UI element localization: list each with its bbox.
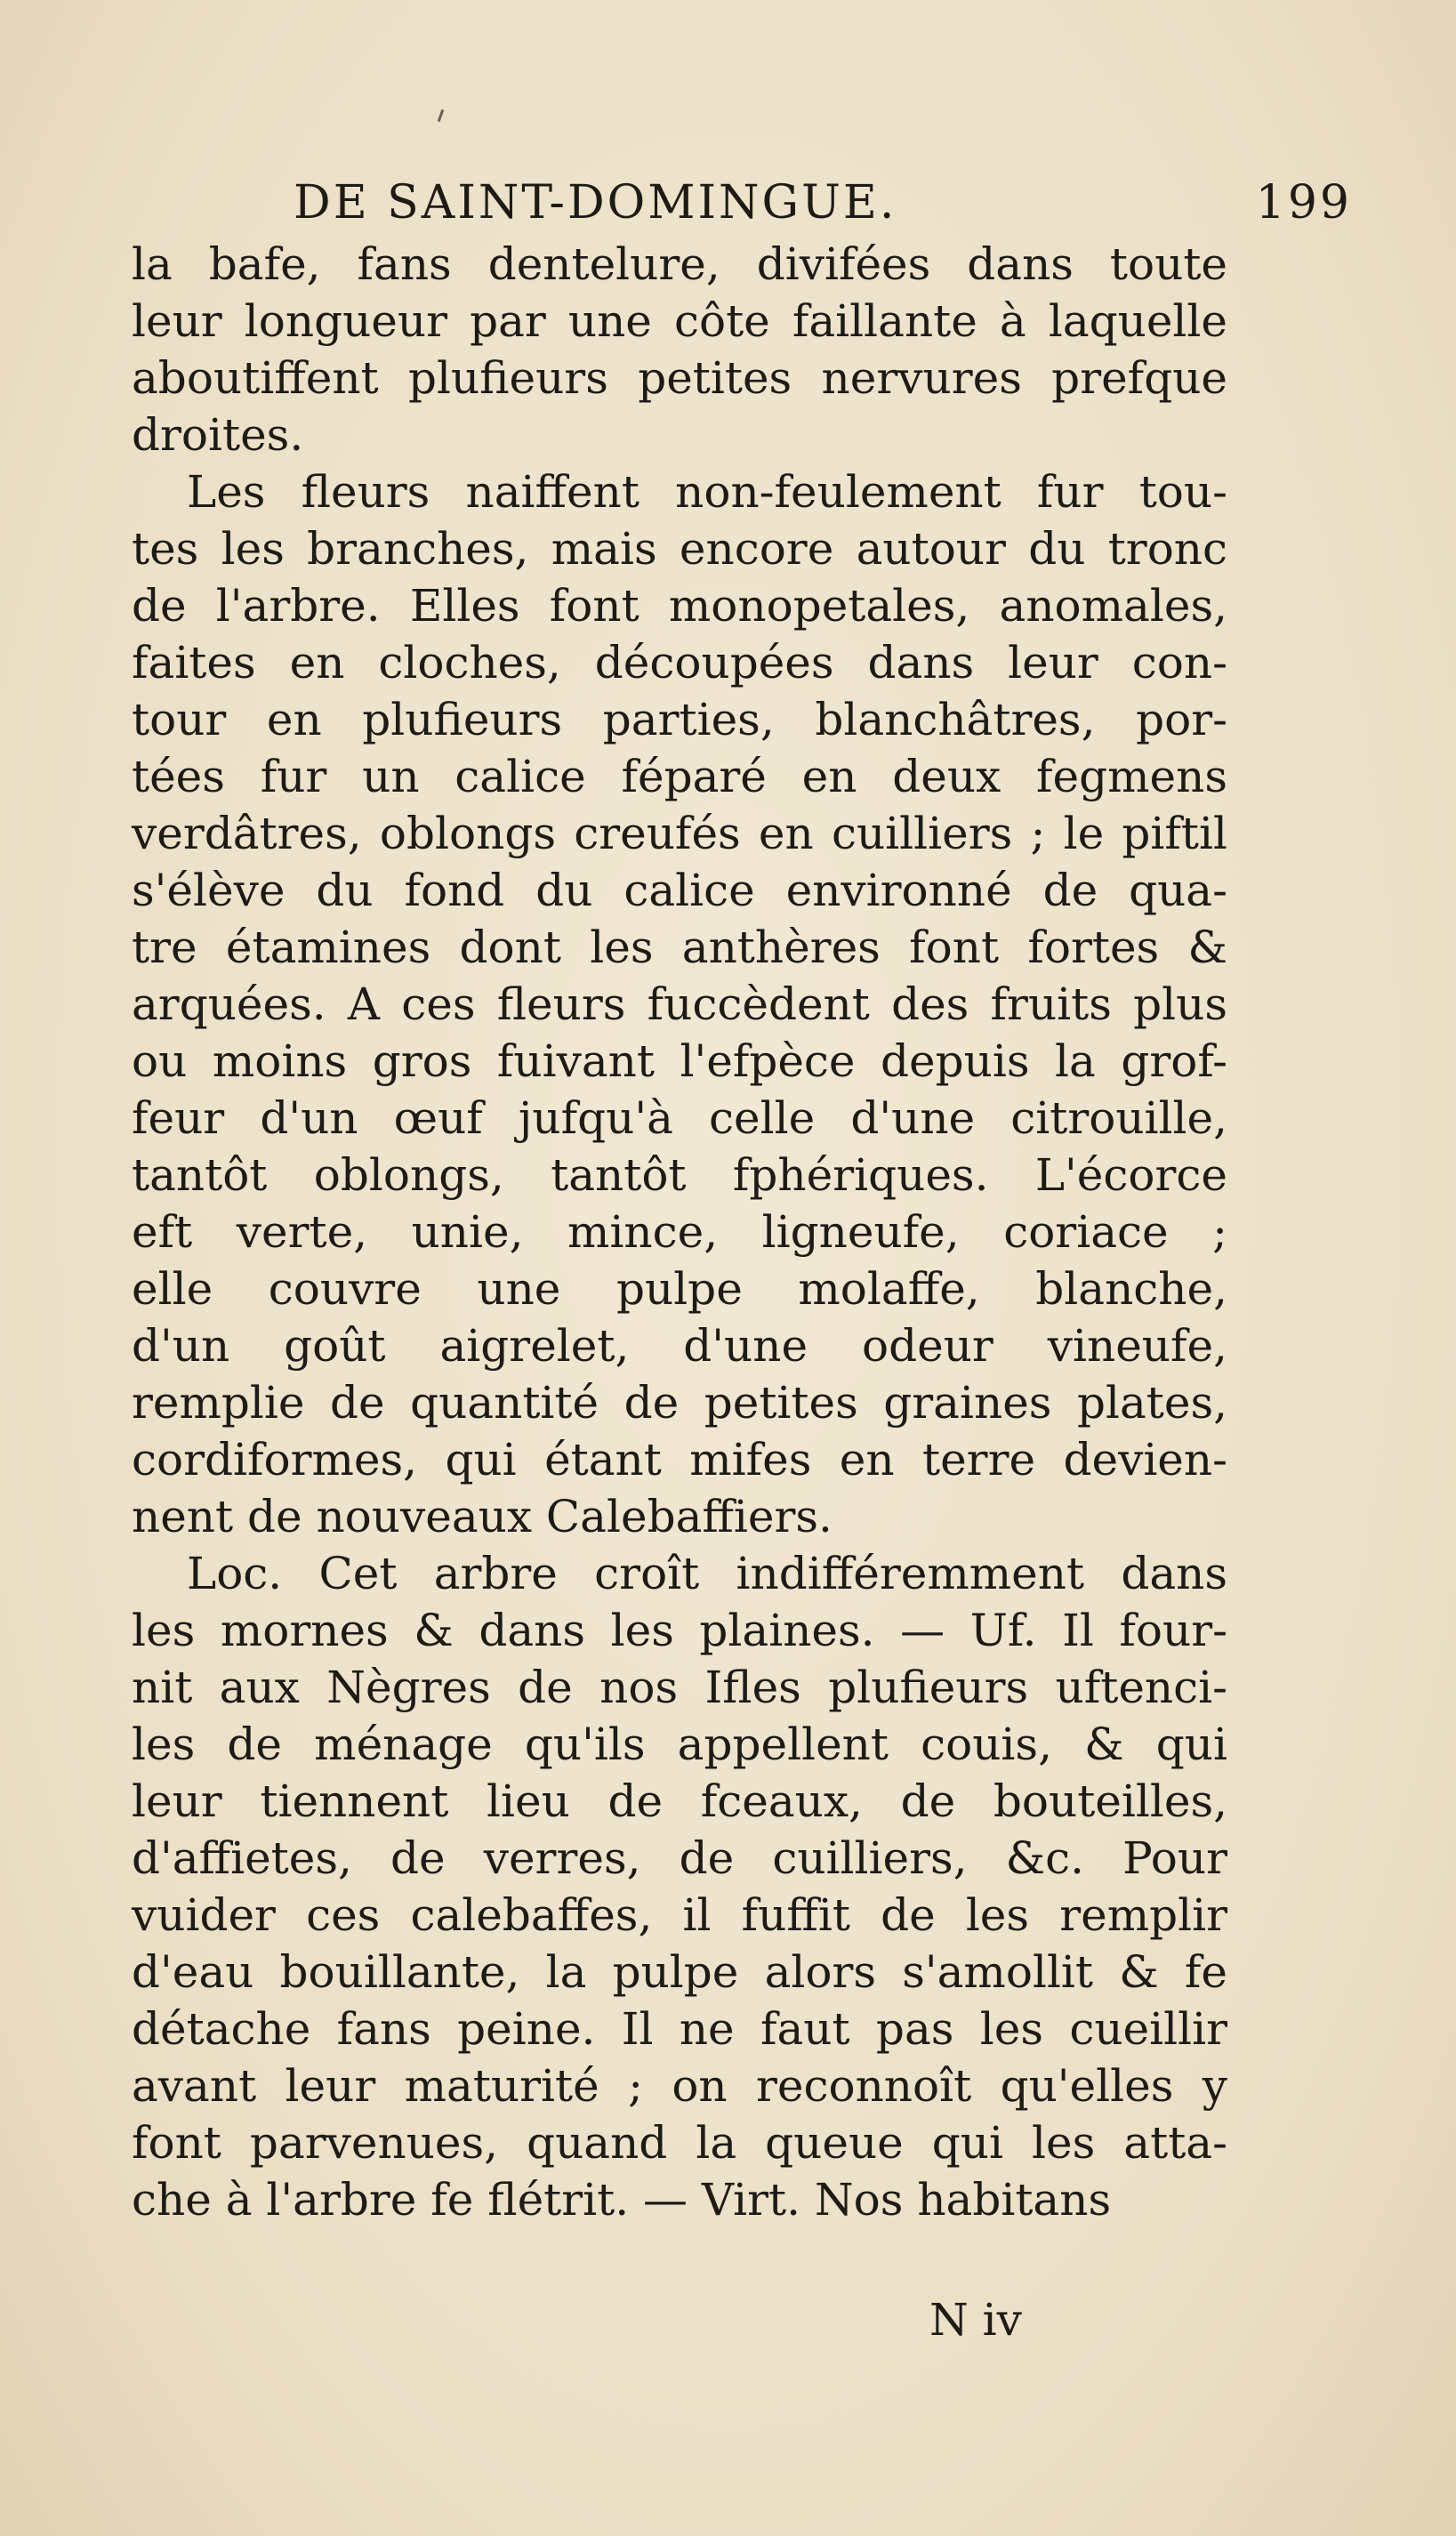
text-line: tour en plufieurs parties, blanchâtres, por- [132, 694, 1227, 745]
text-line: eft verte, unie, mince, ligneufe, coriace ; [132, 1206, 1227, 1258]
text-line: nit aux Nègres de nos Ifles plufieurs uftenci- [132, 1662, 1227, 1713]
text-line: tes les branches, mais encore autour du tronc [132, 523, 1227, 575]
body-text [132, 236, 1227, 2228]
text-line: Loc. Cet arbre croît indifféremment dans [187, 1548, 1227, 1599]
text-line: che à l'arbre fe flétrit. — Virt. Nos habitans [132, 2174, 1112, 2226]
text-line: aboutiffent plufieurs petites nervures prefque [132, 352, 1227, 404]
text-line: nent de nouveaux Calebaffiers. [132, 1491, 833, 1542]
text-line: remplie de quantité de petites graines plates, [132, 1377, 1227, 1429]
text-line: la bafe, fans dentelure, divifées dans toute [132, 238, 1227, 290]
text-line: d'affietes, de verres, de cuilliers, &c. Pour [132, 1832, 1227, 1884]
signature-mark: N iv [929, 2294, 1022, 2346]
page-number: 199 [1255, 176, 1352, 229]
text-line: de l'arbre. Elles font monopetales, anomales, [132, 580, 1227, 632]
text-line: leur tiennent lieu de fceaux, de bouteilles, [132, 1775, 1227, 1827]
text-line: les mornes & dans les plaines. — Uf. Il four- [132, 1605, 1227, 1656]
text-line: tre étamines dont les anthères font fortes & [132, 922, 1227, 973]
text-line: détache fans peine. Il ne faut pas les cueillir [132, 2003, 1227, 2055]
text-line: d'un goût aigrelet, d'une odeur vineufe, [132, 1320, 1227, 1372]
text-line: s'élève du fond du calice environné de qua- [132, 865, 1227, 916]
running-header [294, 176, 1352, 229]
text-line: ou moins gros fuivant l'efpèce depuis la grof- [132, 1035, 1227, 1087]
text-line: faites en cloches, découpées dans leur con- [132, 637, 1227, 688]
text-line: tantôt oblongs, tantôt fphériques. L'écorce [132, 1149, 1227, 1201]
running-title: DE SAINT-DOMINGUE. [294, 176, 897, 229]
text-line: les de ménage qu'ils appellent couis, & qui [132, 1719, 1227, 1770]
text-line: verdâtres, oblongs creufés en cuilliers ; le piftil [132, 808, 1227, 859]
text-line: font parvenues, quand la queue qui les atta- [132, 2117, 1227, 2169]
text-line: Les fleurs naiffent non-feulement fur tou- [187, 466, 1227, 518]
text-line: tées fur un calice féparé en deux fegmens [132, 751, 1227, 802]
ink-speck [438, 109, 445, 122]
text-line: vuider ces calebaffes, il fuffit de les remplir [132, 1889, 1227, 1941]
text-line: leur longueur par une côte faillante à laquelle [132, 295, 1227, 347]
text-line: cordiformes, qui étant mifes en terre devien- [132, 1434, 1227, 1485]
text-line: feur d'un œuf jufqu'à celle d'une citrouille, [132, 1092, 1227, 1144]
text-line: elle couvre une pulpe molaffe, blanche, [132, 1263, 1227, 1315]
text-line: droites. [132, 409, 304, 461]
text-line: avant leur maturité ; on reconnoît qu'elles y [132, 2060, 1227, 2112]
text-line: d'eau bouillante, la pulpe alors s'amollit & fe [132, 1946, 1227, 1998]
text-line: arquées. A ces fleurs fuccèdent des fruits plus [132, 978, 1227, 1030]
